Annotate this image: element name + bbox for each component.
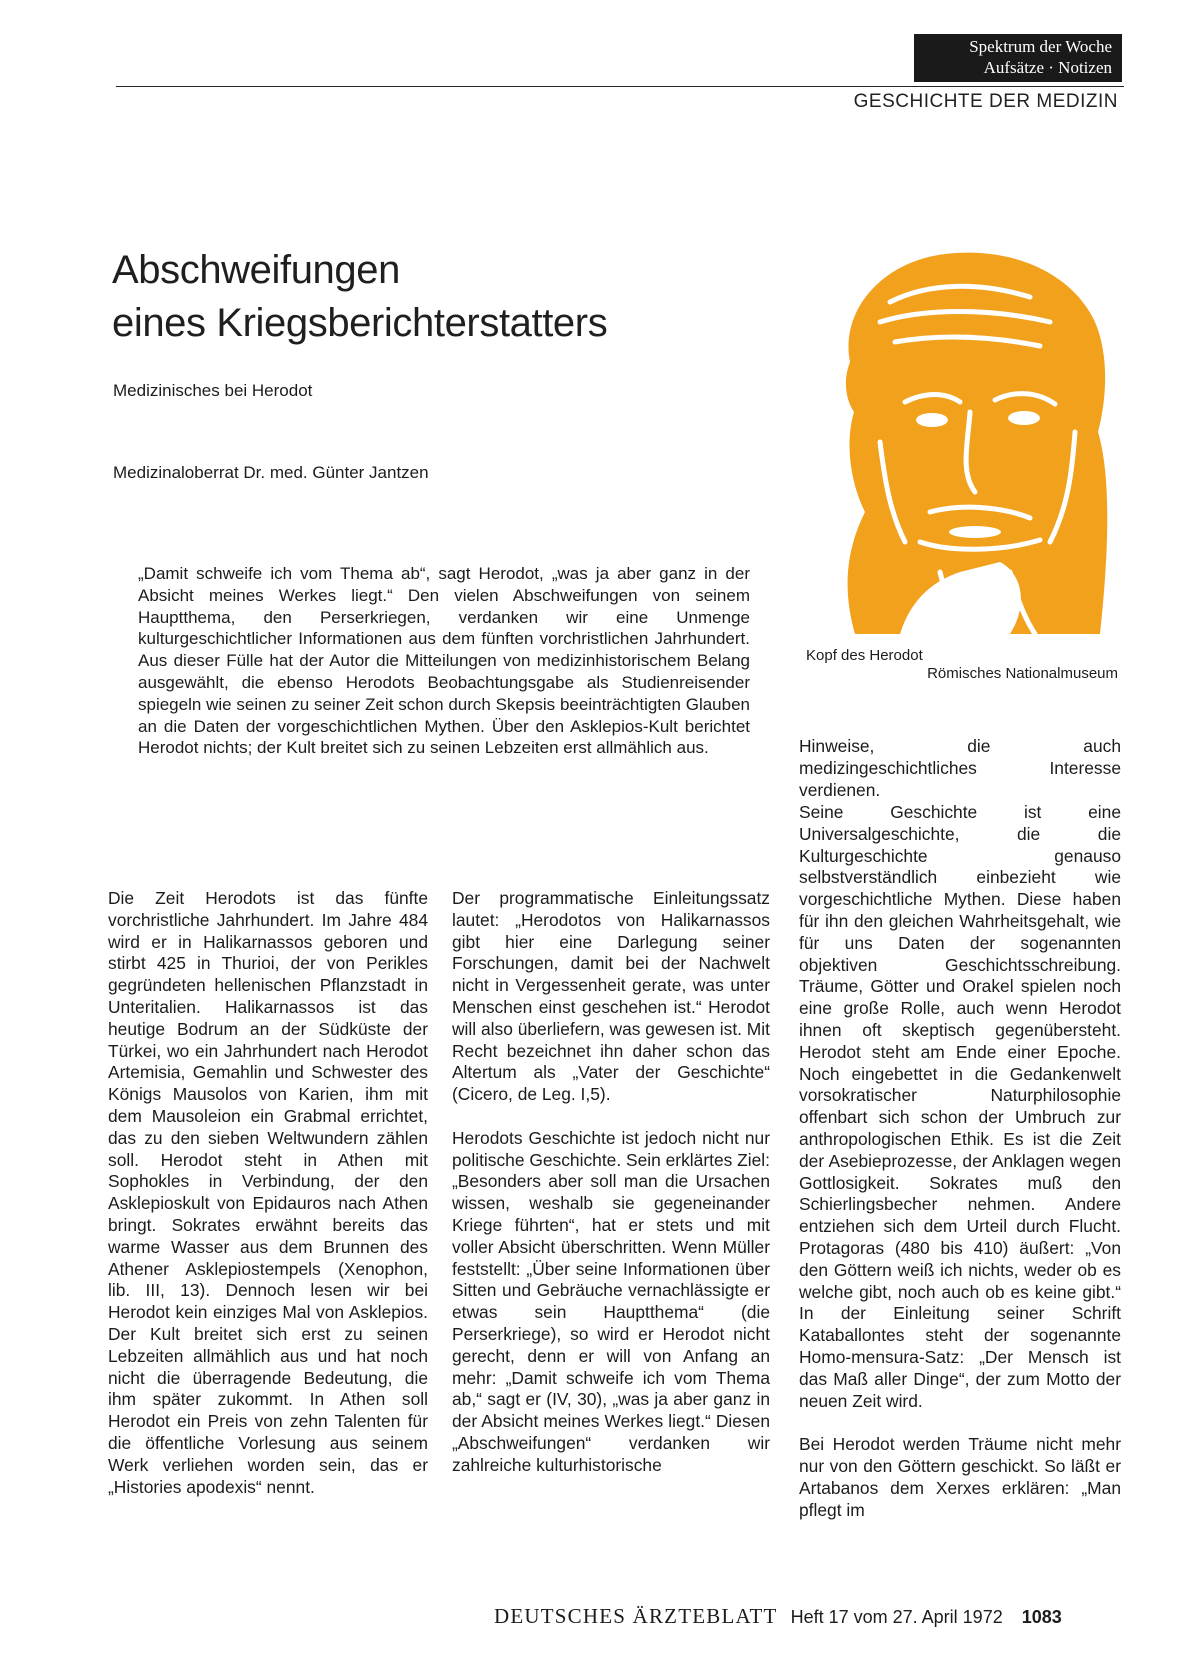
text-column-3-top — [799, 736, 1121, 801]
section-badge — [914, 34, 1122, 82]
text-column-2 — [452, 888, 770, 1477]
article-author: Medizinaloberrat Dr. med. Günter Jantzen — [113, 463, 429, 482]
herodot-portrait-image — [810, 242, 1122, 634]
caption-line-1: Kopf des Herodot — [806, 647, 923, 664]
badge-line-2: Aufsätze · Notizen — [983, 58, 1112, 77]
title-line-1: Abschweifungen — [112, 248, 400, 292]
intro-paragraph: „Damit schweife ich vom Thema ab“, sagt Herodot, „was ja aber ganz in der Absicht meines Werkes liegt.“ Den vielen Abschweifungen von seinem Hauptthema, den Perserkriegen, verdanken wir eine Unmenge kulturgeschichtlicher Informationen aus dem fünften vorchristlichen Jahrhundert. Aus dieser Fülle hat der Autor die Mitteilungen von medizinhistorischem Belang ausgewählt, die ebenso Herodots Beobachtungsgabe als Studienreisender spiegeln wie seinen zu seiner Zeit schon durch Skepsis beeinträchtigten Glauben an die Daten der vorgeschichtlichen Mythen. Über den Asklepios-Kult berichtet Herodot nichts; der Kult breitet sich zu seinen Lebzeiten erst allmählich aus. — [138, 564, 750, 758]
page-number: 1083 — [1021, 1607, 1062, 1627]
article-subtitle: Medizinisches bei Herodot — [113, 381, 313, 400]
portrait-caption — [806, 647, 1118, 683]
column-3-paragraph-2: Bei Herodot werden Träume nicht mehr nur von den Göttern geschickt. So läßt er Artabanos dem Xerxes erklären: „Man pflegt im — [799, 1434, 1121, 1520]
column-2-paragraph-2: Herodots Geschichte ist jedoch nicht nur politische Geschichte. Sein erklärtes Ziel: „Besonders aber soll man die Ursachen wissen, weshalb sie gegeneinander Kriege führten“, hat er stets und mit voller Absicht überschritten. Wenn Müller feststellt: „Über seine Informationen über Sitten und Gebräuche vernachlässigte er etwas sein Hauptthema“ (die Perserkriege), so wird er Herodot nicht gerecht, denn er will von Anfang an mehr: „Damit schweife ich vom Thema ab,“ sagt er (IV, 30), „was ja aber ganz in der Absicht meines Werkes liegt.“ Diesen „Abschweifungen“ verdanken wir zahlreiche kulturhistorische — [452, 1127, 770, 1475]
column-1-paragraph-1: Die Zeit Herodots ist das fünfte vorchristliche Jahrhundert. Im Jahre 484 wird er in Halikarnassos geboren und stirbt 425 in Thurioi, der von Perikles gegründeten hellenischen Pflanzstadt in Unteritalien. Halikarnassos ist das heutige Bodrum an der Südküste der Türkei, wo ein Jahrhundert nach Herodot Artemisia, Gemahlin und Schwester des Königs Mausolos von Karien, ihm mit dem Mausoleion ein Grabmal errichtet, das zu den sieben Weltwundern zählen soll. Herodot steht in Athen mit Sophokles in Verbindung, der den Asklepioskult von Epidauros nach Athen bringt. Sokrates erwähnt bereits das warme Wasser aus dem Brunnen des Athener Asklepiostempels (Xenophon, lib. III, 13). Dennoch lesen wir bei Herodot kein einziges Mal von Asklepios. Der Kult breitet sich erst zu seinen Lebzeiten allmählich aus und hat noch nicht die überragende Bedeutung, die ihm später zukommt. In Athen soll Herodot ein Preis von zehn Talenten für die öffentliche Vorlesung aus seinem Werk verliehen worden sein, das er „Histories apodexis“ nennt. — [108, 888, 428, 1497]
title-line-2: eines Kriegsberichterstatters — [112, 301, 608, 345]
text-column-1 — [108, 888, 428, 1498]
page-footer — [494, 1604, 1062, 1629]
caption-line-2: Römisches Nationalmuseum — [927, 665, 1118, 682]
article-title — [112, 244, 607, 350]
column-3-paragraph-0: Hinweise, die auch medizingeschichtliches Interesse verdienen. — [799, 736, 1121, 800]
header-rule — [116, 86, 1124, 87]
issue-info: Heft 17 vom 27. April 1972 — [790, 1607, 1003, 1627]
column-3-paragraph-1: Seine Geschichte ist eine Universalgeschichte, die die Kulturgeschichte genauso selbstverständlich einbezieht wie vorgeschichtliche Mythen. Diese haben für ihn den gleichen Wahrheitsgehalt, wie für uns Daten der sogenannten objektiven Geschichtsschreibung. Träume, Götter und Orakel spielen noch eine große Rolle, auch wenn Herodot ihnen oft skeptisch gegenübersteht. Herodot steht am Ende einer Epoche. Noch eingebettet in die Gedankenwelt vorsokratischer Naturphilosophie offenbart sich schon der Umbruch zur anthropologischen Ethik. Es ist die Zeit der Asebieprozesse, der Anklagen wegen Gottlosigkeit. Sokrates muß den Schierlingsbecher nehmen. Andere entziehen sich dem Urteil durch Flucht. Protagoras (480 bis 410) äußert: „Von den Göttern weiß ich nichts, weder ob es welche gibt, noch auch ob es keine gibt.“ In der Einleitung seiner Schrift Kataballontes steht der sogenannte Homo-mensura-Satz: „Der Mensch ist das Maß aller Dinge“, der zum Motto der neuen Zeit wird. — [799, 802, 1121, 1411]
text-column-3 — [799, 802, 1121, 1521]
badge-line-1: Spektrum der Woche — [969, 37, 1112, 56]
journal-name: DEUTSCHES ÄRZTEBLATT — [494, 1604, 778, 1628]
column-2-paragraph-1: Der programmatische Einleitungssatz lautet: „Herodotos von Halikarnassos gibt hier eine Darlegung seiner Forschungen, damit bei der Nachwelt nicht in Vergessenheit gerate, was unter Menschen einst geschehen ist.“ Herodot will also überliefern, was gewesen ist. Mit Recht bezeichnet ihn daher schon das Altertum als „Vater der Geschichte“ (Cicero, de Leg. I,5). — [452, 888, 770, 1105]
article-intro — [138, 563, 750, 759]
section-heading: GESCHICHTE DER MEDIZIN — [853, 91, 1118, 112]
